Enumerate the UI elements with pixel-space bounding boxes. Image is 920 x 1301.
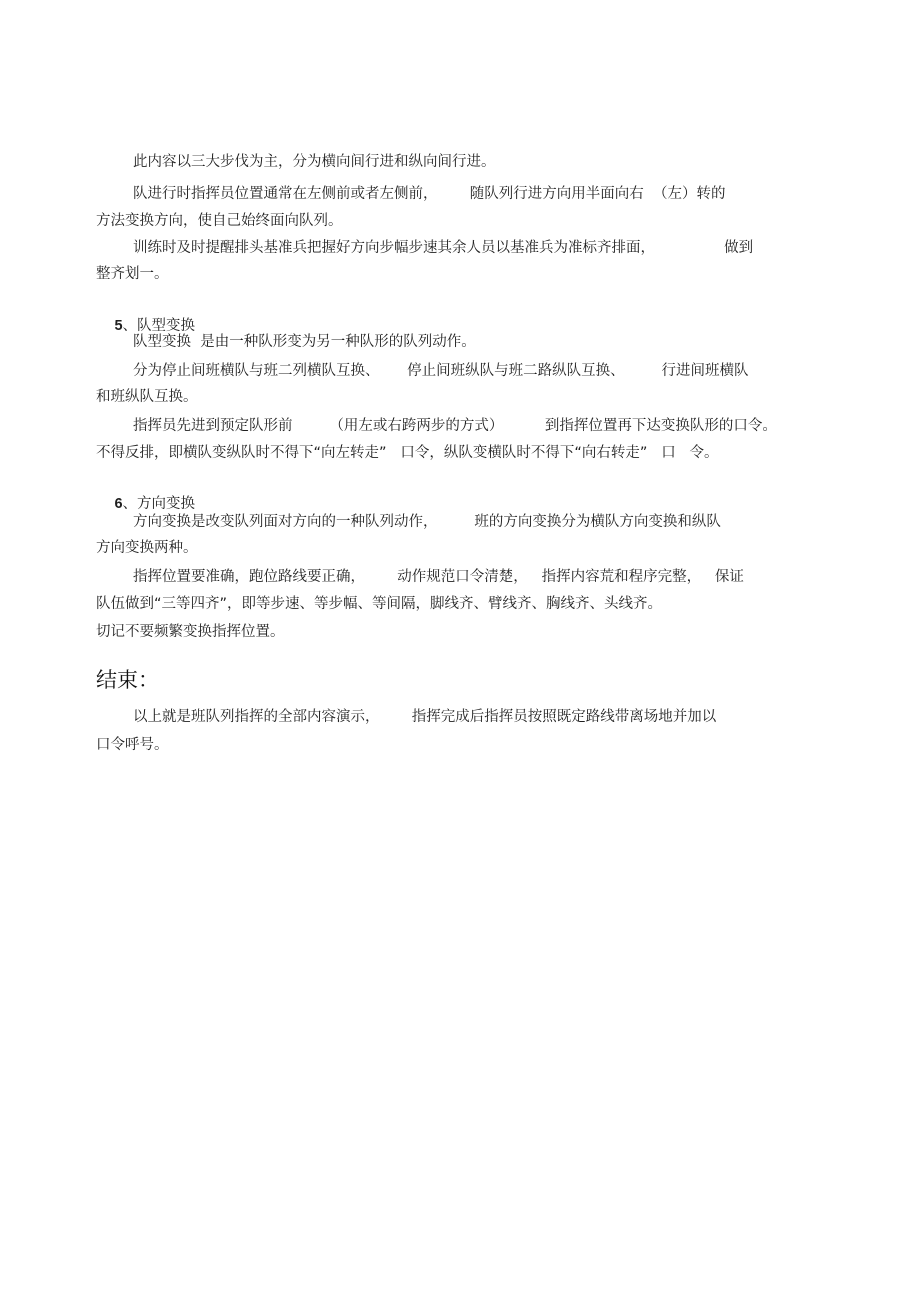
paragraph-line: 和班纵队互换。 xyxy=(96,389,198,405)
paragraph-line: 切记不要频繁变换指挥位置。 xyxy=(96,624,285,640)
paragraph-line: 指挥员先进到预定队形前 （用左或右跨两步的方式） 到指挥位置再下达变换队形的口令。 xyxy=(133,418,777,434)
section-number: 5 xyxy=(114,318,123,334)
paragraph-line: 队型变换 是由一种队形变为另一种队形的队列动作。 xyxy=(133,334,476,350)
ending-heading: 结束： xyxy=(96,668,159,692)
paragraph-line: 不得反排，即横队变纵队时不得下“向左转走” 口令，纵队变横队时不得下“向右转走” 口 令。 xyxy=(96,445,719,461)
paragraph-line: 此内容以三大步伐为主，分为横向间行进和纵向间行进。 xyxy=(133,154,496,170)
section-title: 、队型变换 xyxy=(122,318,196,334)
paragraph-line: 方向变换两种。 xyxy=(96,540,198,556)
paragraph-line: 方向变换是改变队列面对方向的一种队列动作， 班的方向变换分为横队方向变换和纵队 xyxy=(133,514,721,530)
paragraph-line: 分为停止间班横队与班二列横队互换、 停止间班纵队与班二路纵队互换、 行进间班横队 xyxy=(133,363,749,379)
section-number: 6 xyxy=(114,496,123,512)
paragraph-line: 以上就是班队列指挥的全部内容演示， 指挥完成后指挥员按照既定路线带离场地并加以 xyxy=(133,709,717,725)
section-title: 、方向变换 xyxy=(122,496,196,512)
paragraph-line: 口令呼号。 xyxy=(96,737,169,753)
paragraph-line: 指挥位置要准确，跑位路线要正确， 动作规范口令清楚， 指挥内容荒和程序完整， 保证 xyxy=(133,569,744,585)
paragraph-line: 队进行时指挥员位置通常在左侧前或者左侧前， 随队列行进方向用半面向右 （左）转的 xyxy=(133,186,726,202)
paragraph-line: 训练时及时提醒排头基准兵把握好方向步幅步速其余人员以基准兵为准标齐排面， 做到 xyxy=(133,240,754,256)
paragraph-line: 整齐划一。 xyxy=(96,266,169,282)
paragraph-line: 方法变换方向，使自己始终面向队列。 xyxy=(96,213,343,229)
paragraph-line: 队伍做到“三等四齐”，即等步速、等步幅、等间隔，脚线齐、臂线齐、胸线齐、头线齐。 xyxy=(96,596,663,612)
